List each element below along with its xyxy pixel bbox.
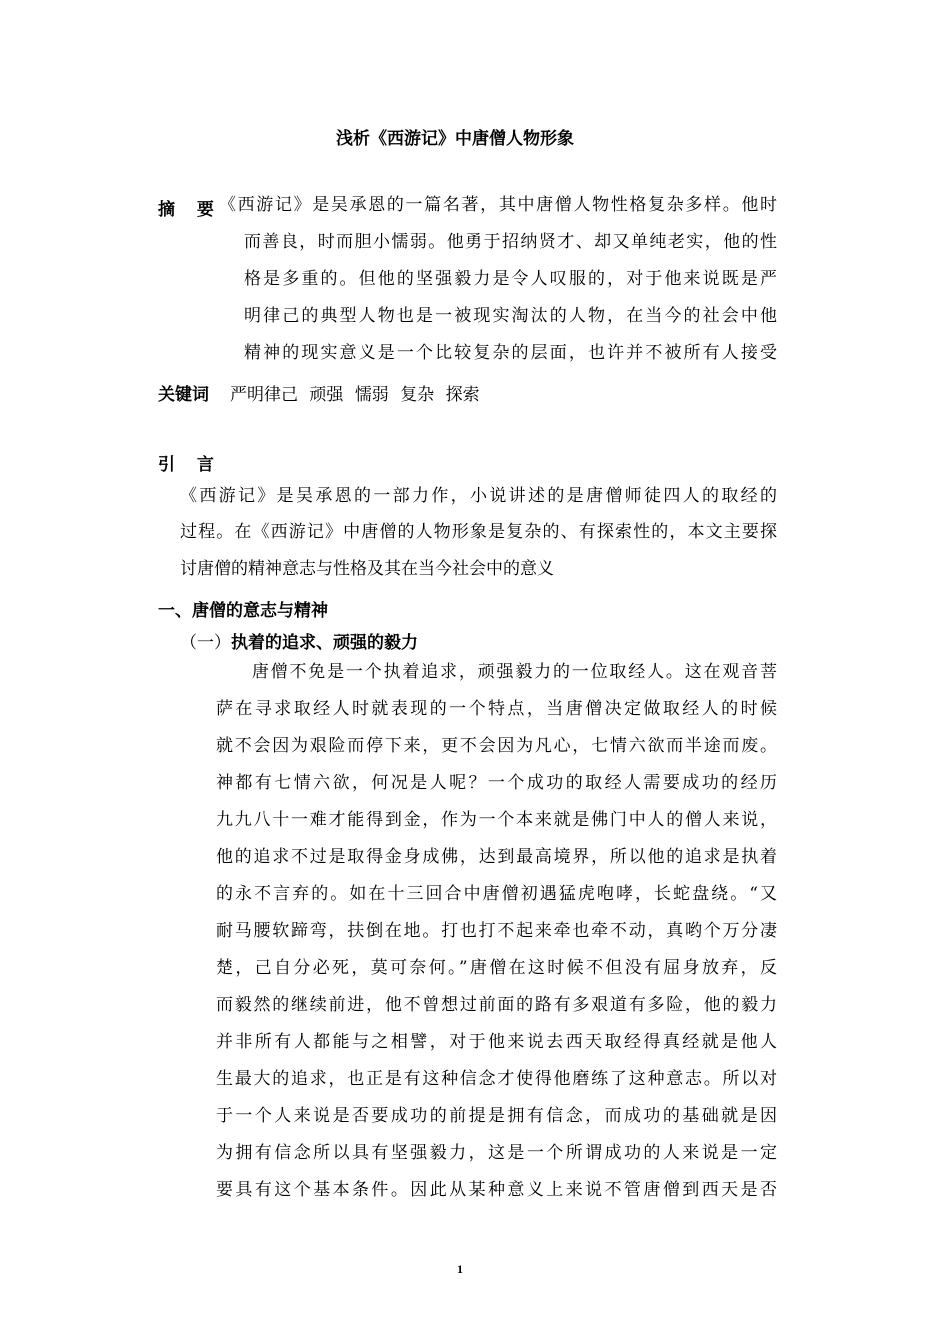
keyword: 复杂 [400, 385, 435, 405]
intro-line: 过程。在《西游记》中唐僧的人物形象是复杂的、有探索性的，本文主要探 [180, 522, 777, 542]
intro-line: 《西游记》是吴承恩的一部力作，小说讲述的是唐僧师徒四人的取经的 [180, 486, 777, 506]
body-line: 并非所有人都能与之相譬，对于他来说去西天取经得真经就是他人 [216, 1032, 777, 1052]
body-line: 萨在寻求取经人时就表现的一个特点，当唐僧决定做取经人的时候 [216, 699, 777, 719]
subsection-title: 执着的追求、顽强的毅力 [231, 633, 418, 653]
keywords-list [230, 380, 486, 405]
body-line [216, 662, 777, 682]
intro-line: 讨唐僧的精神意志与性格及其在当今社会中的意义 [180, 559, 554, 579]
abstract-line: 格是多重的。但他的坚强毅力是令人叹服的，对于他来说既是严 [244, 269, 777, 289]
abstract-line: 《西游记》是吴承恩的一篇名著，其中唐僧人物性格复杂多样。他时 [219, 195, 777, 215]
document-title: 浅析《西游记》中唐僧人物形象 [336, 129, 574, 149]
keywords-label: 关键词 [158, 385, 209, 405]
abstract-line: 精神的现实意义是一个比较复杂的层面，也许并不被所有人接受 [244, 343, 777, 363]
body-line: 于一个人来说是否要成功的前提是拥有信念，而成功的基础就是因 [216, 1106, 777, 1126]
abstract-line: 明律己的典型人物也是一被现实淘汰的人物，在当今的社会中他 [244, 306, 777, 326]
keyword: 探索 [445, 385, 480, 405]
keyword: 严明律己 [230, 385, 298, 405]
body-line: 九九八十一难才能得到金，作为一个本来就是佛门中人的僧人来说， [216, 810, 777, 830]
body-line: 他的追求不过是取得金身成佛，达到最高境界，所以他的追求是执着 [216, 847, 777, 867]
body-line: 耐马腰软蹄弯，扶倒在地。打也打不起来牵也牵不动，真哟个万分凄 [216, 921, 777, 941]
keyword: 懦弱 [354, 385, 389, 405]
body-line-text: 唐僧不免是一个执着追求，顽强毅力的一位取经人。这在观音菩 [250, 662, 777, 682]
body-line: 而毅然的继续前进，他不曾想过前面的路有多艰道有多险，他的毅力 [216, 995, 777, 1015]
body-line: 为拥有信念所以具有坚强毅力，这是一个所谓成功的人来说是一定 [216, 1143, 777, 1163]
body-line: 就不会因为艰险而停下来，更不会因为凡心，七情六欲而半途而废。 [216, 736, 777, 756]
body-line: 神都有七情六欲，何况是人呢？一个成功的取经人需要成功的经历 [216, 773, 777, 793]
page-number: 1 [457, 1262, 463, 1276]
subsection-heading [180, 628, 418, 653]
abstract-label: 摘 要 [158, 200, 222, 220]
body-line: 的永不言弃的。如在十三回合中唐僧初遇猛虎咆哮，长蛇盘绕。“又 [216, 884, 777, 904]
body-line: 生最大的追求，也正是有这种信念才使得他磨练了这种意志。所以对 [216, 1069, 777, 1089]
subsection-number: （一） [180, 633, 231, 653]
intro-heading: 引 言 [158, 455, 222, 475]
abstract-line: 而善良，时而胆小懦弱。他勇于招纳贤才、却又单纯老实，他的性 [244, 232, 777, 252]
body-line: 要具有这个基本条件。因此从某种意义上来说不管唐僧到西天是否 [216, 1180, 777, 1200]
body-line: 楚，己自分必死，莫可奈何。”唐僧在这时候不但没有屈身放弃，反 [216, 958, 777, 978]
section-heading: 一、唐僧的意志与精神 [158, 601, 328, 621]
keyword: 顽强 [309, 385, 344, 405]
